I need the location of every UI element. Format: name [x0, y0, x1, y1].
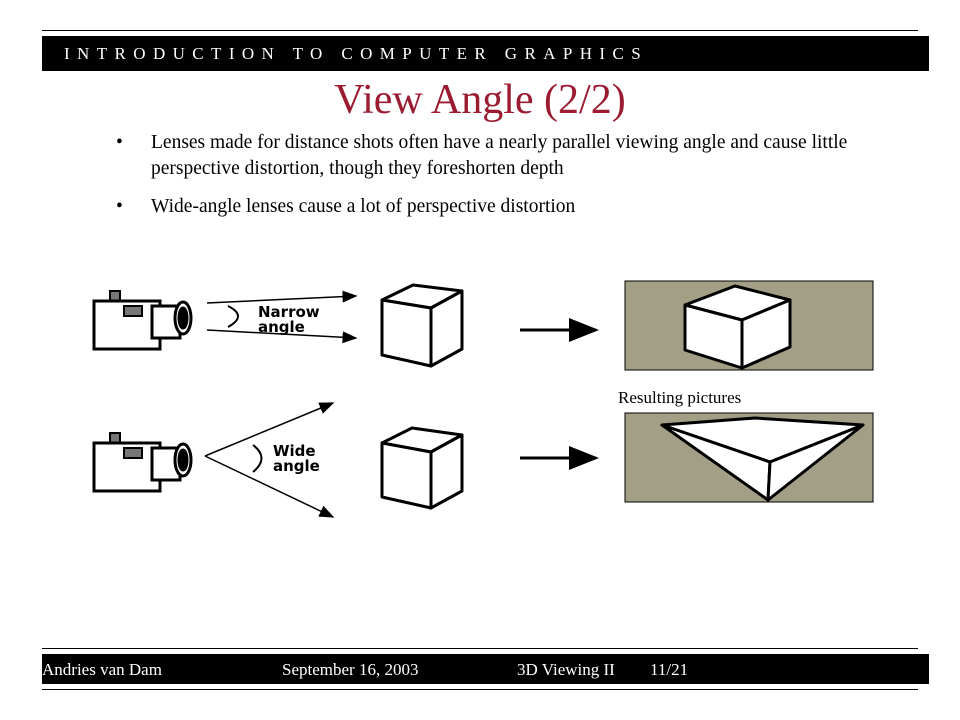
camera-narrow-icon [94, 291, 191, 349]
cube-narrow [382, 285, 462, 366]
footer-bottom-rule [42, 689, 918, 690]
narrow-angle-arc [228, 306, 238, 327]
footer-top-rule [42, 648, 918, 649]
footer-page-number: 11/21 [650, 660, 689, 679]
bullet-text: Wide-angle lenses cause a lot of perspective distortion [151, 196, 576, 217]
narrow-ray-top [207, 296, 356, 303]
cube-wide [382, 428, 462, 508]
bullet-marker: • [116, 196, 123, 217]
wide-angle-arc [253, 445, 262, 472]
wide-angle-label: angle [273, 457, 320, 475]
footer-author: Andries van Dam [42, 660, 162, 679]
course-title: INTRODUCTION TO COMPUTER GRAPHICS [64, 44, 649, 63]
footer-lecture-title: 3D Viewing II [517, 660, 615, 679]
slide-title: View Angle (2/2) [334, 77, 626, 123]
caption-resulting-pictures: Resulting pictures [618, 388, 742, 407]
narrow-angle-label: Narrow [258, 303, 320, 321]
bullet-text: Lenses made for distance shots often have a nearly parallel viewing angle and cause little perspective distortion, though they foreshorten depth [151, 132, 848, 179]
camera-wide-icon [94, 433, 191, 491]
footer-bar [42, 654, 929, 684]
footer-date: September 16, 2003 [282, 660, 419, 679]
narrow-angle-label: angle [258, 318, 305, 336]
wide-angle-label: Wide [273, 442, 316, 460]
bullet-marker: • [116, 132, 123, 153]
